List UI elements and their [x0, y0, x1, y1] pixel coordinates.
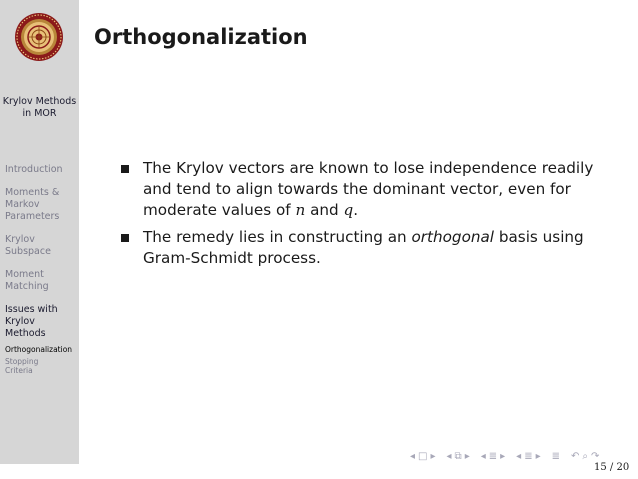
math-variable-n: n: [295, 201, 306, 219]
frame-icon[interactable]: ⧉: [454, 450, 462, 462]
prev-section-arrow-icon[interactable]: ◂: [516, 450, 522, 462]
nav-subsection-stopping-criteria[interactable]: Stopping Criteria: [5, 357, 39, 375]
next-frame-arrow-icon[interactable]: ▸: [464, 450, 470, 462]
subsection-icon[interactable]: ≣: [488, 450, 498, 462]
nav-section-krylov-subspace[interactable]: Krylov Subspace: [5, 234, 51, 257]
document-icon[interactable]: ≣: [551, 450, 561, 462]
next-slide-arrow-icon[interactable]: ▸: [430, 450, 436, 462]
sidebar: [0, 0, 79, 464]
bullet-text: The Krylov vectors are known to lose independence readily and tend to align towards the dominant vector, even for moderate values of: [143, 159, 594, 219]
math-variable-q: q: [343, 201, 354, 219]
prev-slide-arrow-icon[interactable]: ◂: [410, 450, 416, 462]
prev-frame-arrow-icon[interactable]: ◂: [446, 450, 452, 462]
nav-subsection-orthogonalization[interactable]: Orthogonalization: [5, 345, 73, 354]
search-icon[interactable]: ⌕: [582, 450, 589, 462]
nav-section-introduction[interactable]: Introduction: [5, 164, 63, 175]
presentation-short-title[interactable]: Krylov Methods in MOR: [2, 96, 77, 119]
nav-section-moment-matching[interactable]: Moment Matching: [5, 269, 49, 292]
nav-section-issues[interactable]: Issues with Krylov Methods: [5, 304, 58, 339]
next-section-arrow-icon[interactable]: ▸: [535, 450, 541, 462]
bullet-item: [120, 227, 620, 269]
bullet-text: The remedy lies in constructing an: [143, 228, 412, 246]
next-subsection-arrow-icon[interactable]: ▸: [500, 450, 506, 462]
bullet-marker: [121, 234, 129, 242]
bullet-text: basis using Gram-Schmidt process.: [143, 228, 584, 267]
frame-title: Orthogonalization: [94, 25, 308, 49]
bullet-text: and: [305, 201, 344, 219]
emphasized-text: orthogonal: [411, 228, 495, 246]
bullet-text: .: [353, 201, 359, 219]
slide-icon[interactable]: □: [418, 450, 428, 462]
section-navigation: [5, 164, 81, 375]
bullet-item: [120, 158, 620, 221]
back-icon[interactable]: ↶: [571, 450, 580, 462]
forward-icon[interactable]: ↷: [591, 450, 600, 462]
prev-subsection-arrow-icon[interactable]: ◂: [480, 450, 486, 462]
bullet-marker: [121, 165, 129, 173]
navigation-symbols: [410, 449, 599, 463]
nav-section-moments[interactable]: Moments & Markov Parameters: [5, 187, 60, 222]
page-number: 15 / 20: [594, 462, 630, 473]
institute-logo: [14, 12, 64, 62]
section-icon[interactable]: ≣: [524, 450, 533, 462]
slide-content: [120, 158, 620, 275]
